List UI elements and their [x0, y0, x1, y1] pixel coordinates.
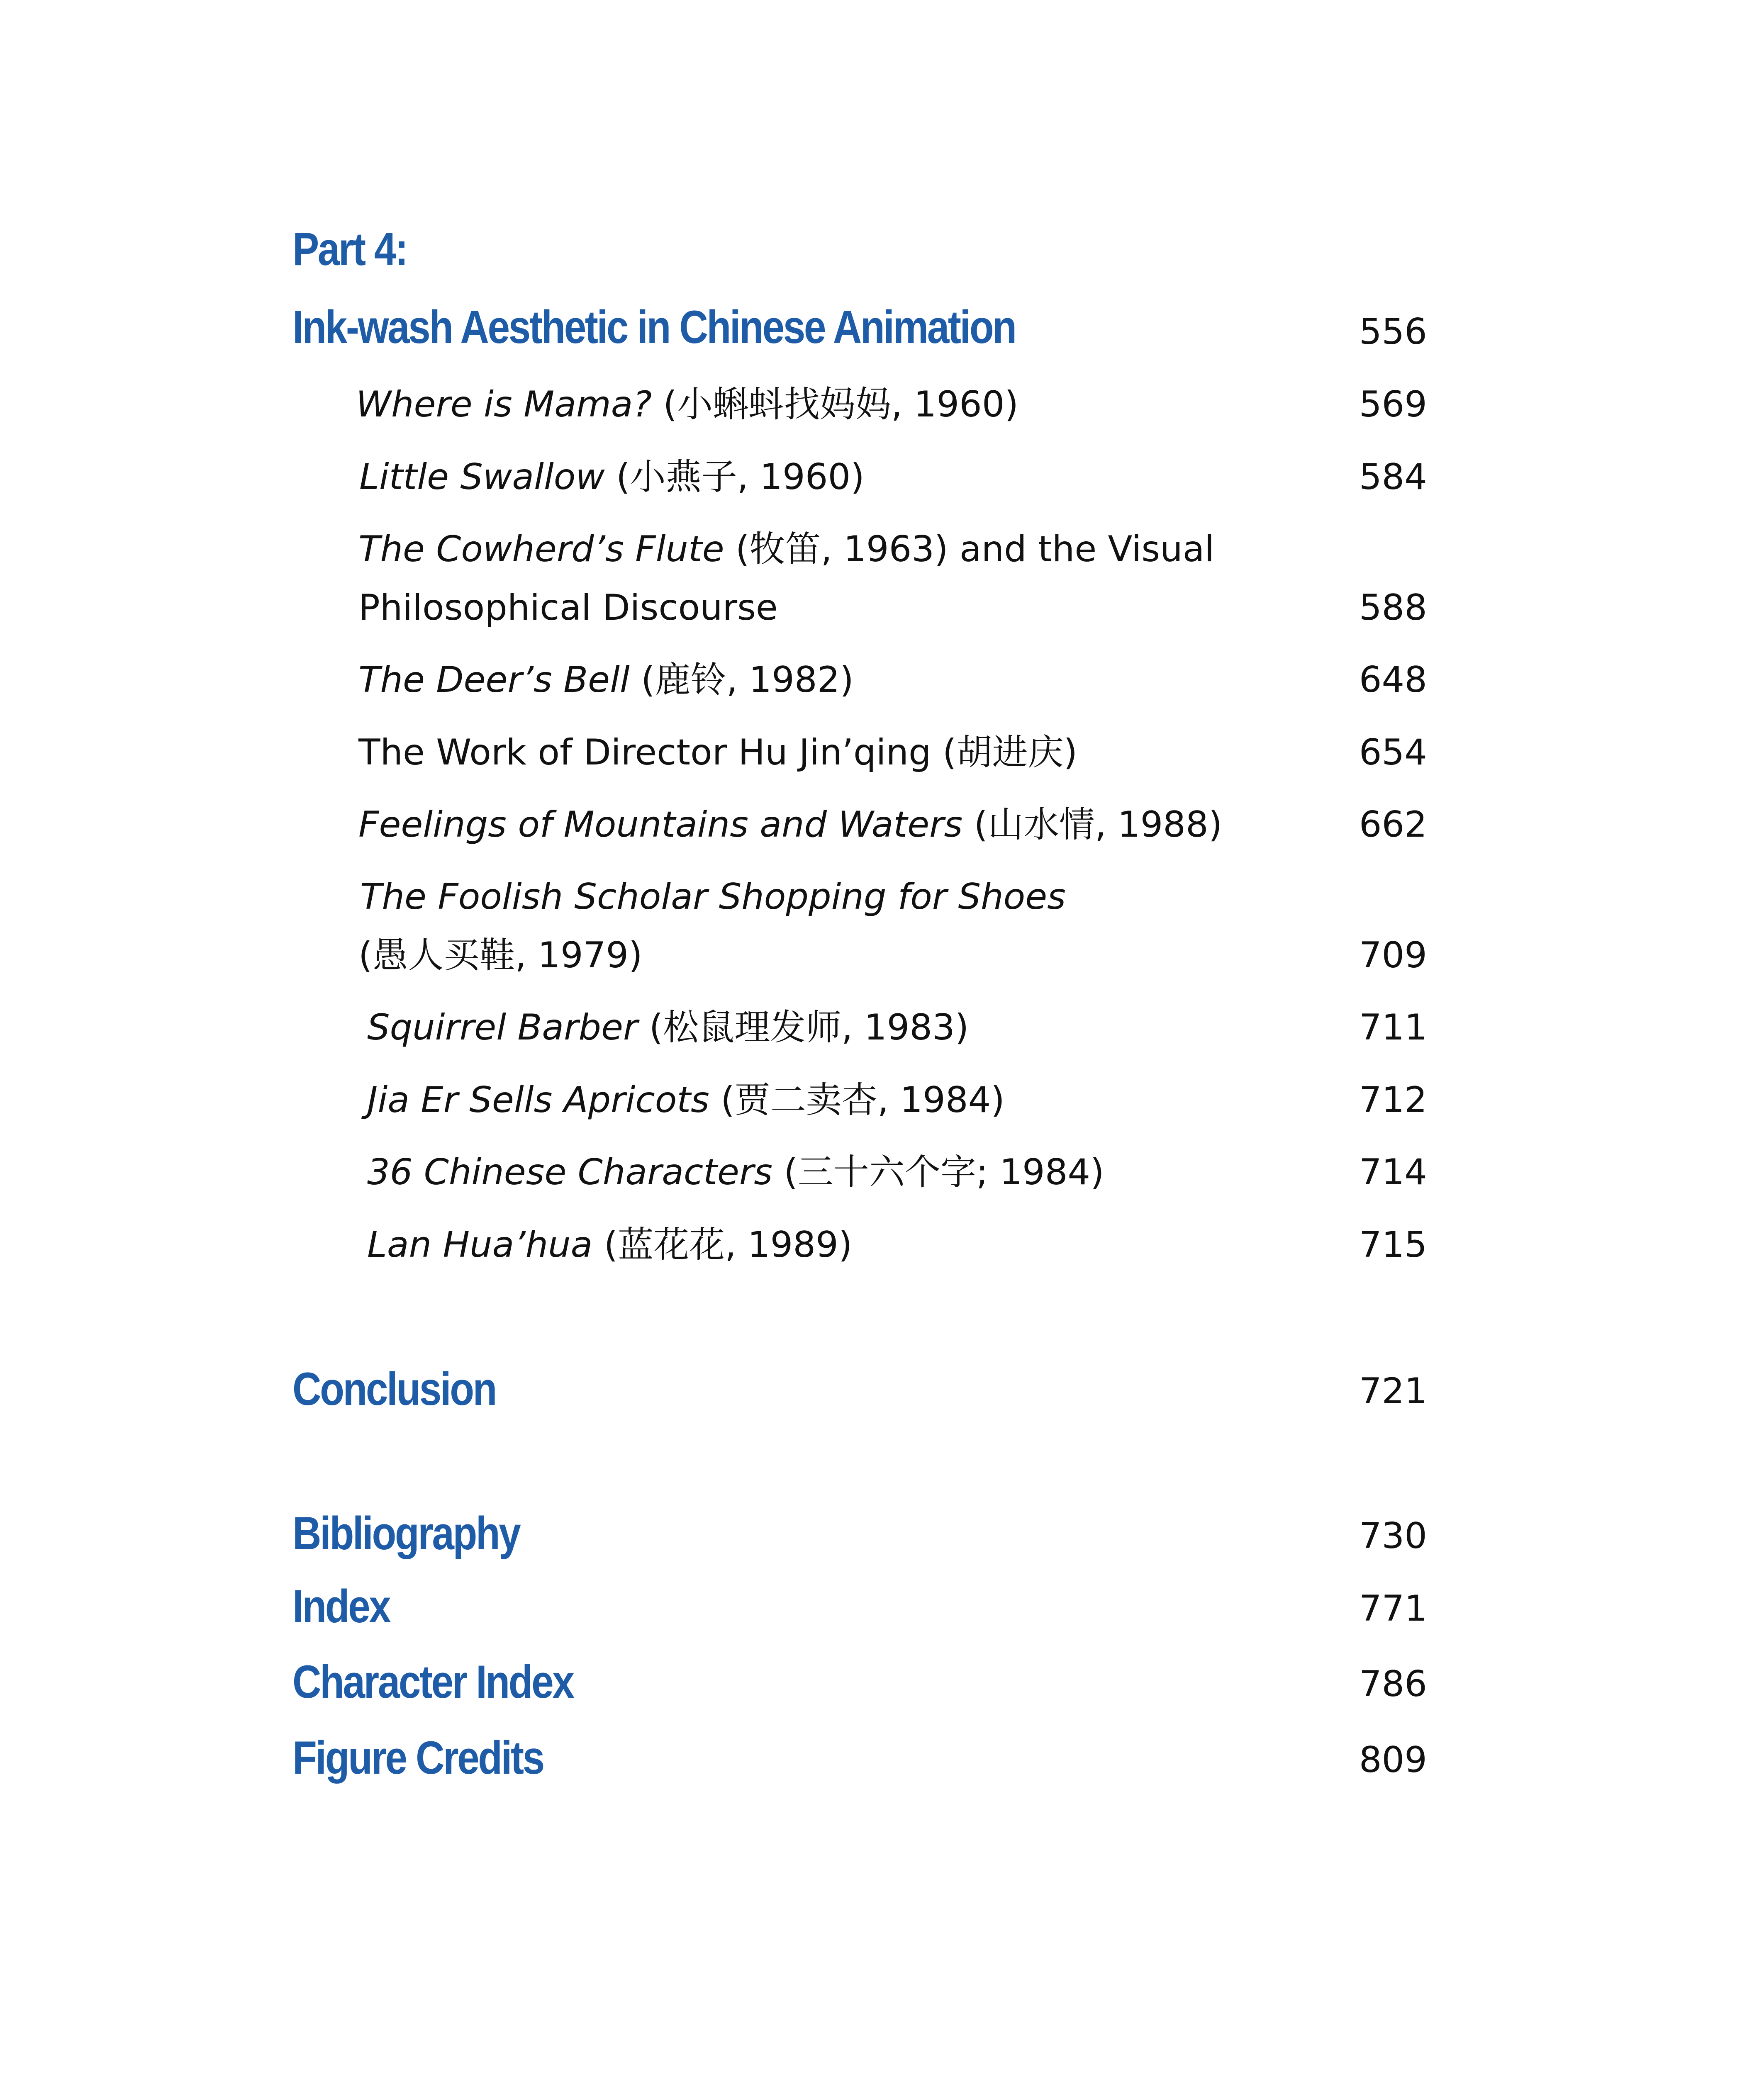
entry-detail: (鹿铃, 1982) — [629, 659, 854, 701]
entry-page-number: 648 — [1359, 659, 1427, 701]
entry-detail: (牧笛, 1963) and the Visual — [724, 528, 1215, 570]
bibliography-heading: Bibliography — [292, 1507, 520, 1559]
figure-credits-heading: Figure Credits — [292, 1732, 543, 1784]
entry-detail: The Work of Director Hu Jin’qing (胡进庆) — [358, 732, 1078, 773]
toc-entry-continuation: (愚人买鞋, 1979) — [358, 935, 643, 976]
entry-page-number: 712 — [1359, 1079, 1427, 1121]
entry-page-number: 709 — [1359, 935, 1427, 976]
entry-title: The Cowherd’s Flute — [358, 528, 724, 570]
entry-page-number: 711 — [1359, 1007, 1427, 1048]
entry-page-number: 569 — [1359, 384, 1427, 425]
toc-entry — [358, 732, 1078, 773]
entry-page-number: 715 — [1359, 1224, 1427, 1266]
entry-detail: (蓝花花, 1989) — [592, 1224, 853, 1266]
conclusion-heading: Conclusion — [292, 1363, 496, 1415]
character-index-heading: Character Index — [292, 1656, 573, 1708]
toc-entry — [367, 1007, 969, 1048]
entry-title: Little Swallow — [359, 456, 605, 498]
entry-page-number: 662 — [1359, 804, 1427, 845]
toc-entry — [358, 804, 1223, 845]
entry-title: The Foolish Scholar Shopping for Shoes — [360, 876, 1066, 918]
conclusion-page-number: 721 — [1359, 1370, 1427, 1412]
entry-detail: (三十六个字; 1984) — [772, 1151, 1104, 1193]
entry-title: Where is Mama? — [356, 384, 652, 425]
character-index-page-number: 786 — [1359, 1663, 1427, 1705]
toc-entry — [367, 1079, 1005, 1121]
toc-entry — [358, 659, 854, 701]
toc-entry — [360, 876, 1066, 918]
entry-page-number: 714 — [1359, 1151, 1427, 1193]
entry-title: 36 Chinese Characters — [367, 1151, 773, 1193]
index-page-number: 771 — [1359, 1588, 1427, 1629]
entry-title: Squirrel Barber — [367, 1007, 638, 1048]
entry-title: Feelings of Mountains and Waters — [358, 804, 963, 845]
entry-detail: (小燕子, 1960) — [604, 456, 865, 498]
figure-credits-page-number: 809 — [1359, 1739, 1427, 1781]
entry-detail: (小蝌蚪找妈妈, 1960) — [652, 384, 1019, 425]
part-heading: Part 4: — [292, 223, 407, 275]
toc-entry — [356, 384, 1019, 425]
entry-page-number: 654 — [1359, 732, 1427, 773]
entry-page-number: 588 — [1359, 587, 1427, 628]
toc-entry-continuation: Philosophical Discourse — [358, 587, 778, 628]
entry-detail: (山水情, 1988) — [962, 804, 1223, 845]
toc-entry — [358, 528, 1215, 570]
section-heading: Ink-wash Aesthetic in Chinese Animation — [292, 301, 1016, 353]
entry-page-number: 584 — [1359, 456, 1427, 498]
entry-detail: (贾二卖杏, 1984) — [709, 1079, 1005, 1121]
entry-title: Jia Er Sells Apricots — [367, 1079, 709, 1121]
entry-title: The Deer’s Bell — [358, 659, 630, 701]
section-page-number: 556 — [1359, 311, 1427, 353]
toc-entry — [367, 1151, 1104, 1193]
entry-detail: (松鼠理发师, 1983) — [638, 1007, 969, 1048]
bibliography-page-number: 730 — [1359, 1515, 1427, 1557]
toc-entry — [359, 456, 865, 498]
toc-entry — [367, 1224, 853, 1266]
index-heading: Index — [292, 1580, 390, 1632]
entry-title: Lan Hua’hua — [367, 1224, 593, 1266]
